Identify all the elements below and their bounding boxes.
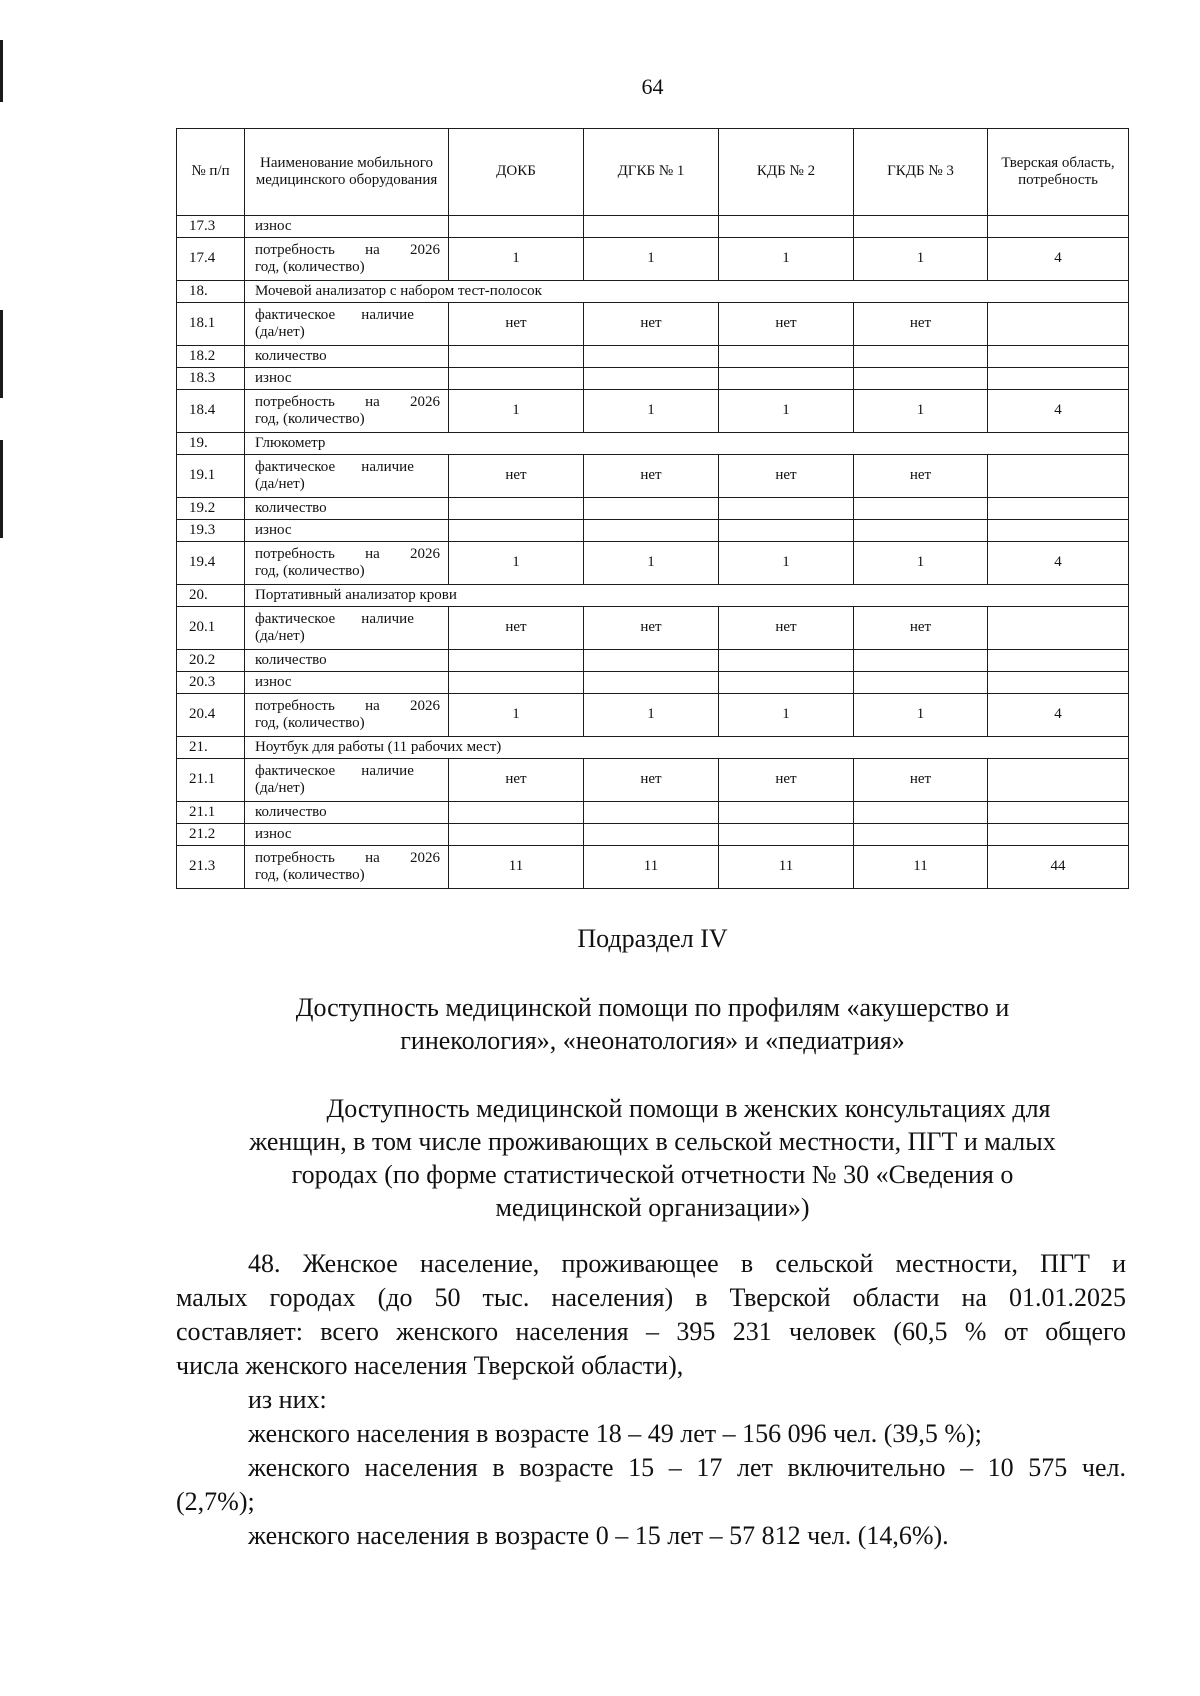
table-body [177,216,1129,889]
list-item: женского населения в возрасте 18 – 49 лет – 156 096 чел. (39,5 %); [248,1419,982,1448]
cell-kdb2 [719,346,854,368]
cell-dgkb1 [584,802,719,824]
col-header-region-need: Тверская область, потребность [988,129,1129,216]
indicator-name-line: год, (количество) [255,563,365,579]
list-item: женского населения в возрасте 15 – 17 лет включительно – 10 575 чел. [248,1453,1126,1482]
col-header-gkdb3: ГКДБ № 3 [854,129,988,216]
heading-line: городах (по форме статистической отчетности № 30 «Сведения о [291,1160,1014,1189]
table-row [177,238,1129,281]
indicator-name-line: год, (количество) [255,867,365,883]
heading-line: Доступность медицинской помощи в женских консультациях для [326,1094,1051,1123]
cell-kdb2: 1 [719,694,854,737]
indicator-name-line: год, (количество) [255,715,365,731]
row-number: 19. [177,433,245,455]
cell-kdb2: 1 [719,542,854,585]
row-number: 21. [177,737,245,759]
cell-kdb2 [719,368,854,390]
paragraph-line: из них: [248,1385,327,1414]
row-number: 21.2 [177,824,245,846]
cell-dgkb1: 1 [584,694,719,737]
paragraph-line: числа женского населения Тверской области), [176,1351,684,1380]
cell-dgkb1: нет [584,303,719,346]
cell-gkdb3 [854,672,988,694]
indicator-name-word: наличие [361,306,414,323]
indicator-name-word: на [365,545,380,562]
indicator-name: количество [245,802,449,824]
cell-dgkb1 [584,824,719,846]
cell-gkdb3 [854,346,988,368]
cell-kdb2 [719,498,854,520]
table-row [177,520,1129,542]
cell-dgkb1: нет [584,759,719,802]
col-header-dgkb1: ДГКБ № 1 [584,129,719,216]
row-number: 18.1 [177,303,245,346]
indicator-name-word: фактическое [255,762,336,779]
cell-gkdb3: 1 [854,694,988,737]
indicator-name: количество [245,346,449,368]
cell-gkdb3 [854,216,988,238]
indicator-name: износ [245,368,449,390]
cell-kdb2: 1 [719,238,854,281]
cell-gkdb3: 11 [854,846,988,889]
row-number: 19.2 [177,498,245,520]
row-number: 20.2 [177,650,245,672]
row-number: 21.1 [177,759,245,802]
paragraph-line: 48. Женское население, проживающее в сельской местности, ПГТ и [248,1249,1126,1278]
table-row [177,390,1129,433]
row-number: 19.1 [177,455,245,498]
indicator-name-line: (да/нет) [255,628,305,644]
indicator-name [245,238,449,281]
table-row [177,216,1129,238]
indicator-name-word: потребность [255,545,335,562]
cell-dgkb1 [584,650,719,672]
cell-region-need [988,368,1129,390]
indicator-name: износ [245,672,449,694]
list-item-continuation: (2,7%); [176,1487,255,1516]
row-number: 20.4 [177,694,245,737]
table-section-row [177,433,1129,455]
cell-kdb2 [719,802,854,824]
population-paragraph [176,1247,1126,1553]
cell-gkdb3: нет [854,303,988,346]
cell-kdb2: нет [719,759,854,802]
cell-gkdb3: 1 [854,390,988,433]
table-row [177,672,1129,694]
cell-dokb: 1 [449,694,584,737]
cell-dgkb1 [584,346,719,368]
equipment-name: Мочевой анализатор с набором тест-полосок [245,281,1129,303]
indicator-name [245,607,449,650]
subsection-title: Подраздел IV [577,924,728,953]
indicator-name: количество [245,498,449,520]
cell-dgkb1 [584,498,719,520]
indicator-name-line: год, (количество) [255,411,365,427]
cell-dokb: нет [449,607,584,650]
cell-region-need [988,520,1129,542]
cell-dokb [449,346,584,368]
indicator-name-line: (да/нет) [255,780,305,796]
cell-gkdb3: 1 [854,542,988,585]
cell-dokb [449,520,584,542]
equipment-name: Глюкометр [245,433,1129,455]
table-row [177,846,1129,889]
cell-region-need: 44 [988,846,1129,889]
subsection-heading [230,1092,1075,1224]
indicator-name-word: на [365,697,380,714]
indicator-name-word: наличие [361,762,414,779]
section-heading [230,991,1075,1057]
scan-edge-mark-lower [0,440,3,538]
cell-region-need [988,455,1129,498]
row-number: 18.2 [177,346,245,368]
cell-dokb: 1 [449,238,584,281]
table-row [177,303,1129,346]
cell-kdb2: 1 [719,390,854,433]
cell-dgkb1 [584,368,719,390]
paragraph-line: малых городах (до 50 тыс. населения) в Тверской области на 01.01.2025 [176,1283,1126,1312]
indicator-name-word: потребность [255,393,335,410]
row-number: 18.4 [177,390,245,433]
cell-dokb [449,802,584,824]
cell-gkdb3 [854,802,988,824]
cell-region-need [988,672,1129,694]
table-row [177,824,1129,846]
cell-dgkb1 [584,216,719,238]
cell-dokb: нет [449,303,584,346]
cell-region-need [988,607,1129,650]
cell-dokb [449,216,584,238]
heading-line: женщин, в том числе проживающих в сельской местности, ПГТ и малых [249,1127,1056,1156]
table-section-row [177,281,1129,303]
cell-dokb: нет [449,455,584,498]
cell-dokb: 11 [449,846,584,889]
indicator-name-word: потребность [255,241,335,258]
cell-region-need [988,650,1129,672]
indicator-name-word: фактическое [255,306,336,323]
indicator-name-word: на [365,393,380,410]
cell-region-need [988,824,1129,846]
cell-kdb2 [719,650,854,672]
cell-kdb2: 11 [719,846,854,889]
cell-kdb2 [719,216,854,238]
indicator-name [245,390,449,433]
col-header-number: № п/п [177,129,245,216]
indicator-name [245,759,449,802]
col-header-kdb2: КДБ № 2 [719,129,854,216]
indicator-name-word: потребность [255,697,335,714]
table-row [177,694,1129,737]
cell-dokb [449,650,584,672]
cell-dokb: 1 [449,390,584,433]
table-header-row [177,129,1129,216]
table-row [177,607,1129,650]
cell-dokb [449,672,584,694]
equipment-table [176,128,1129,889]
cell-kdb2 [719,824,854,846]
cell-gkdb3: нет [854,759,988,802]
cell-kdb2: нет [719,303,854,346]
indicator-name-word: наличие [361,610,414,627]
heading-line: гинекология», «неонатология» и «педиатрия» [400,1026,905,1055]
table-row [177,759,1129,802]
row-number: 21.3 [177,846,245,889]
row-number: 18.3 [177,368,245,390]
heading-line: Доступность медицинской помощи по профилям «акушерство и [295,993,1010,1022]
cell-dokb: 1 [449,542,584,585]
table-section-row [177,585,1129,607]
page-number: 64 [641,74,664,99]
table-row [177,802,1129,824]
cell-gkdb3: нет [854,607,988,650]
indicator-name-word: 2026 [410,697,440,714]
cell-region-need: 4 [988,694,1129,737]
cell-gkdb3 [854,824,988,846]
indicator-name-line: (да/нет) [255,324,305,340]
table-row [177,346,1129,368]
table-row [177,650,1129,672]
cell-dgkb1: 1 [584,542,719,585]
table-row [177,542,1129,585]
cell-dgkb1 [584,672,719,694]
cell-dokb [449,498,584,520]
paragraph-line: составляет: всего женского населения – 395 231 человек (60,5 % от общего [176,1317,1126,1346]
cell-region-need: 4 [988,390,1129,433]
cell-gkdb3 [854,368,988,390]
cell-dgkb1: 1 [584,390,719,433]
row-number: 19.3 [177,520,245,542]
cell-gkdb3 [854,520,988,542]
table-row [177,455,1129,498]
indicator-name-word: 2026 [410,393,440,410]
cell-kdb2 [719,520,854,542]
table-row [177,498,1129,520]
table-row [177,368,1129,390]
row-number: 17.3 [177,216,245,238]
table-section-row [177,737,1129,759]
indicator-name-word: наличие [361,458,414,475]
cell-region-need: 4 [988,542,1129,585]
row-number: 17.4 [177,238,245,281]
cell-kdb2: нет [719,455,854,498]
indicator-name-word: фактическое [255,610,336,627]
indicator-name: количество [245,650,449,672]
cell-region-need [988,759,1129,802]
indicator-name-word: фактическое [255,458,336,475]
indicator-name [245,694,449,737]
indicator-name-word: 2026 [410,241,440,258]
cell-gkdb3 [854,498,988,520]
col-header-dokb: ДОКБ [449,129,584,216]
indicator-name: износ [245,824,449,846]
cell-region-need [988,498,1129,520]
cell-dgkb1 [584,520,719,542]
cell-region-need [988,216,1129,238]
cell-dgkb1: 11 [584,846,719,889]
row-number: 20. [177,585,245,607]
indicator-name [245,303,449,346]
cell-region-need [988,346,1129,368]
cell-kdb2: нет [719,607,854,650]
indicator-name-line: год, (количество) [255,259,365,275]
cell-dgkb1: нет [584,455,719,498]
indicator-name-word: потребность [255,849,335,866]
indicator-name: износ [245,216,449,238]
indicator-name-word: на [365,241,380,258]
cell-dgkb1: нет [584,607,719,650]
cell-dokb: нет [449,759,584,802]
cell-region-need [988,802,1129,824]
row-number: 21.1 [177,802,245,824]
cell-dgkb1: 1 [584,238,719,281]
cell-region-need: 4 [988,238,1129,281]
indicator-name [245,542,449,585]
indicator-name-word: 2026 [410,545,440,562]
equipment-name: Ноутбук для работы (11 рабочих мест) [245,737,1129,759]
indicator-name-word: 2026 [410,849,440,866]
indicator-name: износ [245,520,449,542]
col-header-name: Наименование мобильного медицинского оборудования [245,129,449,216]
heading-line: медицинской организации») [495,1193,810,1222]
indicator-name [245,455,449,498]
row-number: 18. [177,281,245,303]
indicator-name-word: на [365,849,380,866]
cell-gkdb3: нет [854,455,988,498]
cell-kdb2 [719,672,854,694]
cell-dokb [449,824,584,846]
row-number: 20.1 [177,607,245,650]
cell-gkdb3 [854,650,988,672]
equipment-name: Портативный анализатор крови [245,585,1129,607]
cell-dokb [449,368,584,390]
scan-edge-mark-middle [0,310,3,398]
indicator-name-line: (да/нет) [255,476,305,492]
cell-gkdb3: 1 [854,238,988,281]
row-number: 20.3 [177,672,245,694]
list-item: женского населения в возрасте 0 – 15 лет – 57 812 чел. (14,6%). [248,1521,949,1550]
row-number: 19.4 [177,542,245,585]
cell-region-need [988,303,1129,346]
indicator-name [245,846,449,889]
